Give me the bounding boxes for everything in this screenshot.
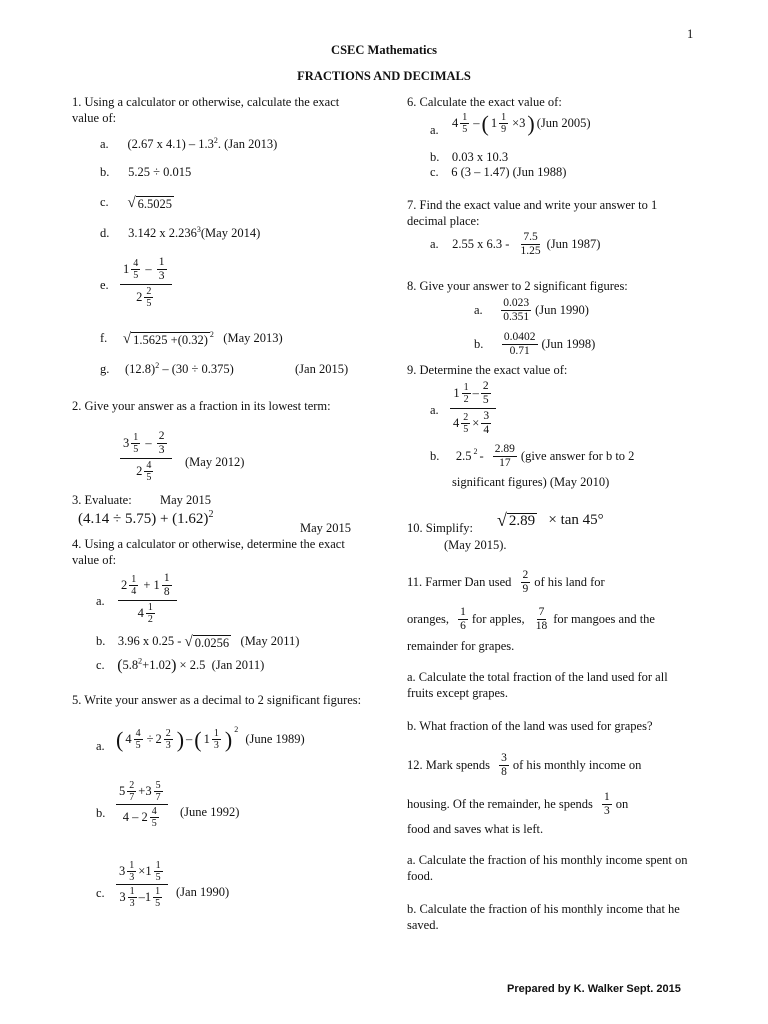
q5c-source: (Jan 1990) [176, 885, 230, 899]
q3-expr: $(4.14 \div 5.75) + (1.62)^2$ [78, 509, 214, 527]
q5a-label: a. [96, 739, 105, 753]
q10-source: (May 2015). [444, 538, 507, 552]
question-5-stem: 5. Write your answer as a decimal to 2 significant figures: [72, 693, 362, 707]
page-title: CSEC Mathematics [331, 43, 437, 57]
q2-source: (May 2012) [185, 455, 245, 469]
q12-line3: food and saves what is left. [407, 822, 544, 836]
q1c [100, 195, 174, 211]
q1g: g. $(12.8)^2 - (30 \div 0.375)$ [100, 360, 234, 376]
q12a: a. Calculate the fraction of his monthly income spent on food. [407, 853, 688, 883]
q8b: b. 0.0402 0.71 (Jun 1998) [474, 331, 596, 357]
q1a-expr: (2.67 x 4.1) – 1.3 [127, 137, 214, 151]
q4b: b. 3.96 x 0.25 - √ 0.0256 (May 2011) [96, 633, 300, 650]
q1a-exp: 2 [213, 135, 218, 145]
q5b-source: (June 1992) [180, 805, 240, 819]
question-6-stem: 6. Calculate the exact value of: [407, 95, 562, 109]
q1d-label: d. [100, 226, 110, 240]
q4a-expr: 2 1 4 + 1 1 8 4 1 2 [118, 572, 177, 625]
q1g-source: (Jan 2015) [295, 362, 349, 376]
footer-credit: Prepared by K. Walker Sept. 2015 [507, 983, 681, 995]
q1f-label: f. [100, 331, 108, 345]
page-subtitle: FRACTIONS AND DECIMALS [297, 69, 471, 83]
q1a-tail: . (Jan 2013) [217, 137, 278, 151]
q4c: c. $(5.8^2+1.02) \times 2.5$ (Jan 2011) [96, 656, 265, 674]
q9b-continued: significant figures) (May 2010) [452, 475, 610, 489]
question-3-stem: 3. Evaluate: [72, 493, 132, 507]
q1a-label: a. [100, 137, 109, 151]
q11-line2: oranges, 1 6 for apples, 7 18 for mangoes and the [407, 606, 655, 632]
q12b: b. Calculate the fraction of his monthly income that he saved. [407, 902, 680, 932]
q1g-expr: (12.8) [125, 362, 156, 376]
question-7-stem: 7. Find the exact value and write your answer to 1 decimal place: [407, 198, 658, 228]
q2-expr: 3 1 5 – 2 3 2 4 5 [120, 430, 172, 483]
q1d-expr: 3.142 x 2.236 [128, 226, 197, 240]
q1d-exp: 3 [196, 224, 201, 234]
page-number: 1 [687, 27, 694, 41]
q1f-source: (May 2013) [223, 331, 283, 345]
question-3-stem-source: May 2015 [160, 493, 212, 507]
q1g-label: g. [100, 362, 110, 376]
q1e-label: e. [100, 278, 109, 292]
q5c-label: c. [96, 886, 105, 900]
q1c-label: c. [100, 195, 109, 209]
q12-line1: 12. Mark spends 3 8 of his monthly income on [407, 752, 642, 778]
q5a-expr: ( 4 4 5 ÷ 2 2 3 ) – ( 1 1 3 ) $^2$ (June 1989) [116, 724, 305, 752]
q1c-sqrt: √ 6.5025 [127, 194, 173, 211]
question-10-stem: 10. Simplify: [407, 521, 473, 535]
q12-line2: housing. Of the remainder, he spends 1 3 on [407, 791, 629, 817]
q1e-expr: 1 4 5 – 1 3 2 2 5 [120, 256, 172, 309]
q11a: a. Calculate the total fraction of the land used for all fruits except grapes. [407, 670, 668, 700]
q8a: a. 0.023 0.351 (Jun 1990) [474, 297, 589, 323]
q11-line3: remainder for grapes. [407, 639, 515, 653]
q4a-label: a. [96, 594, 105, 608]
q5b-label: b. [96, 806, 106, 820]
q1d-tail: (May 2014) [200, 226, 261, 240]
q5b-expr: 5 2 7 + 3 5 7 4 – 2 4 5 [116, 780, 168, 829]
q6a-label: a. [430, 123, 439, 137]
question-1-stem: 1. Using a calculator or otherwise, calculate the exact value of: [72, 95, 340, 125]
q1b [100, 165, 191, 181]
q9b: b. 2.5 $^2$ - 2.89 17 (give answer for b to 2 [430, 443, 635, 469]
q3-source: May 2015 [300, 521, 352, 535]
q9a-label: a. [430, 403, 439, 417]
question-9-stem: 9. Determine the exact value of: [407, 363, 568, 377]
q1d [100, 226, 260, 242]
question-2-stem: 2. Give your answer as a fraction in its lowest term: [72, 399, 331, 413]
q1b-label: b. [100, 165, 110, 179]
q6a-expr: 4 1 5 – ( 1 1 9 ×3 ) (Jun 2005) [452, 110, 591, 136]
q5c-expr: 3 1 3 × 1 1 5 3 1 3 – 1 1 5 [116, 860, 168, 909]
question-8-stem: 8. Give your answer to 2 significant figures: [407, 279, 628, 293]
q7a: a. 2.55 x 6.3 - 7.5 1.25 (Jun 1987) [430, 231, 601, 257]
q1a [100, 137, 277, 153]
q6c: c. 6 (3 – 1.47) (Jun 1988) [430, 165, 567, 179]
question-4-stem: 4. Using a calculator or otherwise, determine the exact value of: [72, 537, 345, 567]
q1f: f. √ 1.5625 +(0.32) $^2$ (May 2013) [100, 329, 283, 347]
q11-line1: 11. Farmer Dan used 2 9 of his land for [407, 569, 605, 595]
q11b: b. What fraction of the land was used for grapes? [407, 719, 653, 733]
q1f-exp: 2 [209, 329, 214, 339]
q10-expr: √ 2.89 × tan 45° [497, 510, 604, 531]
q1c-radicand: 6.5025 [137, 196, 173, 211]
q6b: b. 0.03 x 10.3 [430, 150, 509, 164]
q1b-expr: 5.25 ÷ 0.015 [128, 165, 192, 179]
q9a-expr: 1 1 2 – 2 5 4 2 5 × $\frac{3}{4}$ [450, 380, 496, 437]
